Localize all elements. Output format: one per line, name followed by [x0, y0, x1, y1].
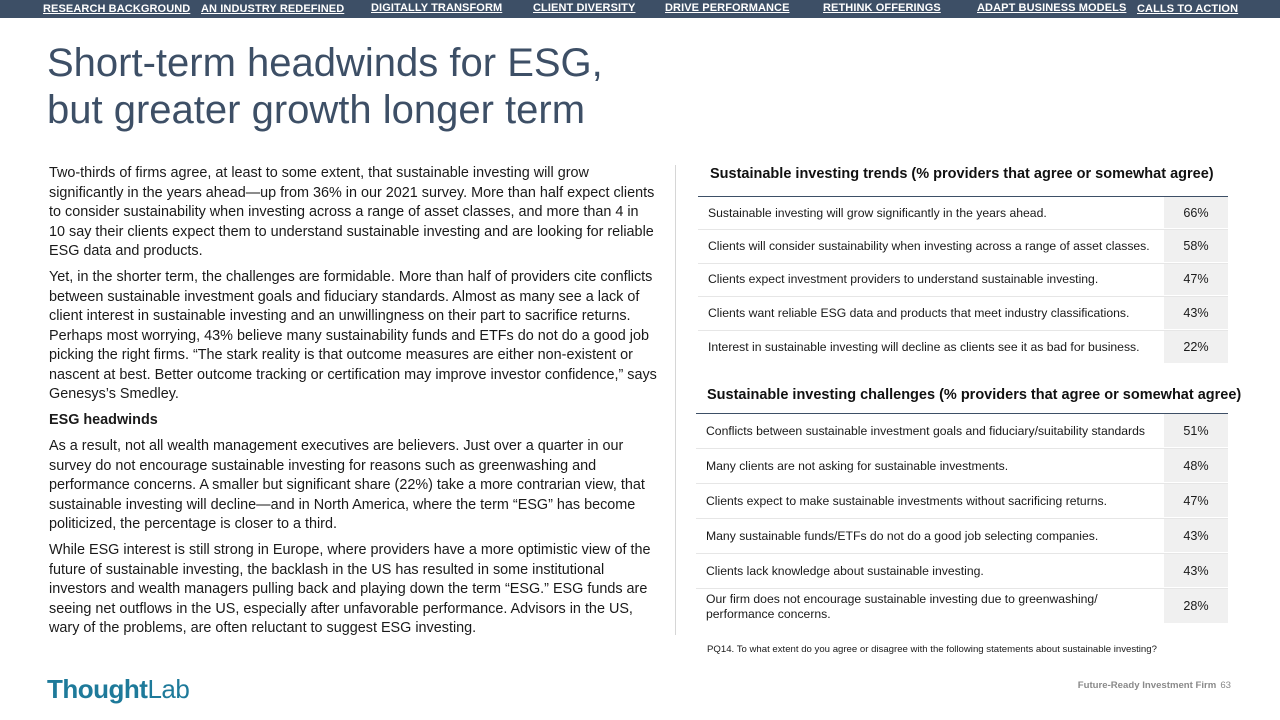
- publication-name: Future-Ready Investment Firm: [1077, 680, 1217, 691]
- paragraph-3: As a result, not all wealth management executives are believers. Just over a quarter in our survey do not encourage sustainable investing for reasons such as greenwashing and performance concerns. A smaller but significant share (22%) take a more contrarian view, that sustainable investing will decline—and in North America, where the term “ESG” has become politicized, the percentage is closer to a third.: [49, 438, 645, 532]
- nav-rethink-offerings[interactable]: RETHINK OFFERINGS: [823, 2, 941, 14]
- paragraph-1: Two-thirds of firms agree, at least to some extent, that sustainable investing will grow significantly in the years ahead—up from 36% in our 2021 survey. More than half expect clients to consider sustainability when investing across a range of asset classes, and more than 4 in 10 say their clients expect them to understand sustainable investing and are looking for reliable ESG data and products.: [49, 165, 655, 259]
- row-statement: Many clients are not asking for sustainable investments.: [706, 458, 1009, 473]
- row-statement: Conflicts between sustainable investment goals and fiduciary/suitability standards: [706, 423, 1145, 438]
- row-value: 51%: [1164, 414, 1228, 448]
- row-value: 43%: [1164, 519, 1228, 553]
- row-statement: Many sustainable funds/ETFs do not do a good job selecting companies.: [706, 528, 1099, 543]
- row-statement: Clients lack knowledge about sustainable investing.: [706, 563, 984, 578]
- row-statement: Clients will consider sustainability when investing across a range of asset classes.: [708, 239, 1150, 254]
- paragraph-4: While ESG interest is still strong in Europe, where providers have a more optimistic view of the future of sustainable investing, the backlash in the US has resulted in some institutional investors and wealth managers pulling back and playing down the term “ESG.” ESG funds are seeing net outflows in the US, especially after unfavorable performance. Advisors in the US, wary of the problems, are often reluctant to suggest ESG investing.: [49, 542, 651, 636]
- row-value: 28%: [1164, 589, 1228, 624]
- row-statement: Sustainable investing will grow significantly in the years ahead.: [708, 205, 1047, 220]
- row-statement: Clients expect investment providers to understand sustainable investing.: [708, 272, 1099, 287]
- row-value: 48%: [1164, 449, 1228, 483]
- nav-an-industry-redefined[interactable]: AN INDUSTRY REDEFINED: [201, 3, 345, 15]
- page-title: [47, 40, 603, 134]
- thoughtlab-logo: [47, 673, 189, 705]
- nav-drive-performance[interactable]: DRIVE PERFORMANCE: [665, 2, 790, 14]
- table-row: [696, 519, 1228, 554]
- row-statement: Our firm does not encourage sustainable investing due to greenwashing/ performance concerns.: [706, 591, 1098, 621]
- page-title-line-2: but greater growth longer term: [47, 88, 586, 132]
- nav-client-diversity[interactable]: CLIENT DIVERSITY: [533, 2, 636, 14]
- table-row: [696, 589, 1228, 624]
- source-note: PQ14. To what extent do you agree or disagree with the following statements about sustainable investing?: [707, 644, 1157, 655]
- row-value: 47%: [1164, 264, 1228, 296]
- table-row: [696, 449, 1228, 484]
- nav-calls-to-action[interactable]: CALLS TO ACTION: [1137, 3, 1239, 15]
- nav-digitally-transform[interactable]: DIGITALLY TRANSFORM: [371, 2, 503, 14]
- row-statement: Clients want reliable ESG data and products that meet industry classifications.: [708, 305, 1130, 320]
- table-row: [698, 297, 1228, 330]
- table-row: [698, 264, 1228, 297]
- row-value: 58%: [1164, 230, 1228, 262]
- row-value: 43%: [1164, 554, 1228, 588]
- challenges-table-title: Sustainable investing challenges (% providers that agree or somewhat agree): [707, 387, 1242, 403]
- top-navigation: [0, 0, 1280, 18]
- article-body: [49, 164, 657, 645]
- logo-bold-part: Thought: [47, 674, 148, 704]
- page-title-line-1: Short-term headwinds for ESG,: [47, 41, 603, 85]
- challenges-table: [696, 384, 1242, 624]
- table-row: [696, 484, 1228, 519]
- logo-light-part: Lab: [147, 674, 190, 704]
- table-row: [696, 554, 1228, 589]
- row-statement: Clients expect to make sustainable investments without sacrificing returns.: [706, 493, 1108, 508]
- page-footer: [1078, 680, 1231, 691]
- row-statement: Interest in sustainable investing will decline as clients see it as bad for business.: [708, 339, 1140, 354]
- table-row: [696, 414, 1228, 449]
- section-heading: ESG headwinds: [49, 412, 158, 428]
- table-row: [698, 230, 1228, 263]
- trends-table-title: Sustainable investing trends (% providers that agree or somewhat agree): [710, 166, 1214, 182]
- trends-table: [698, 164, 1228, 364]
- row-value: 22%: [1164, 331, 1228, 364]
- nav-research-background[interactable]: RESEARCH BACKGROUND: [43, 3, 191, 15]
- paragraph-2: Yet, in the shorter term, the challenges are formidable. More than half of providers cite conflicts between sustainable investment goals and fiduciary standards. Almost as many see a lack of client interest in sustainable investing and an unwillingness on their part to sacrifice returns. Perhaps most worrying, 43% believe many sustainability funds and ETFs do not do a good job picking the right firms. “The stark reality is that outcome measures are either non-existent or nascent at best. Better outcome tracking or certification may improve investor confidence,” says Genesys’s Smedley.: [49, 269, 657, 402]
- nav-adapt-business-models[interactable]: ADAPT BUSINESS MODELS: [977, 2, 1127, 14]
- column-divider: [675, 165, 676, 635]
- row-value: 43%: [1164, 297, 1228, 329]
- row-value: 66%: [1164, 197, 1228, 229]
- table-row: [698, 331, 1228, 364]
- row-value: 47%: [1164, 484, 1228, 518]
- page-number: 63: [1220, 680, 1231, 691]
- table-row: [698, 197, 1228, 230]
